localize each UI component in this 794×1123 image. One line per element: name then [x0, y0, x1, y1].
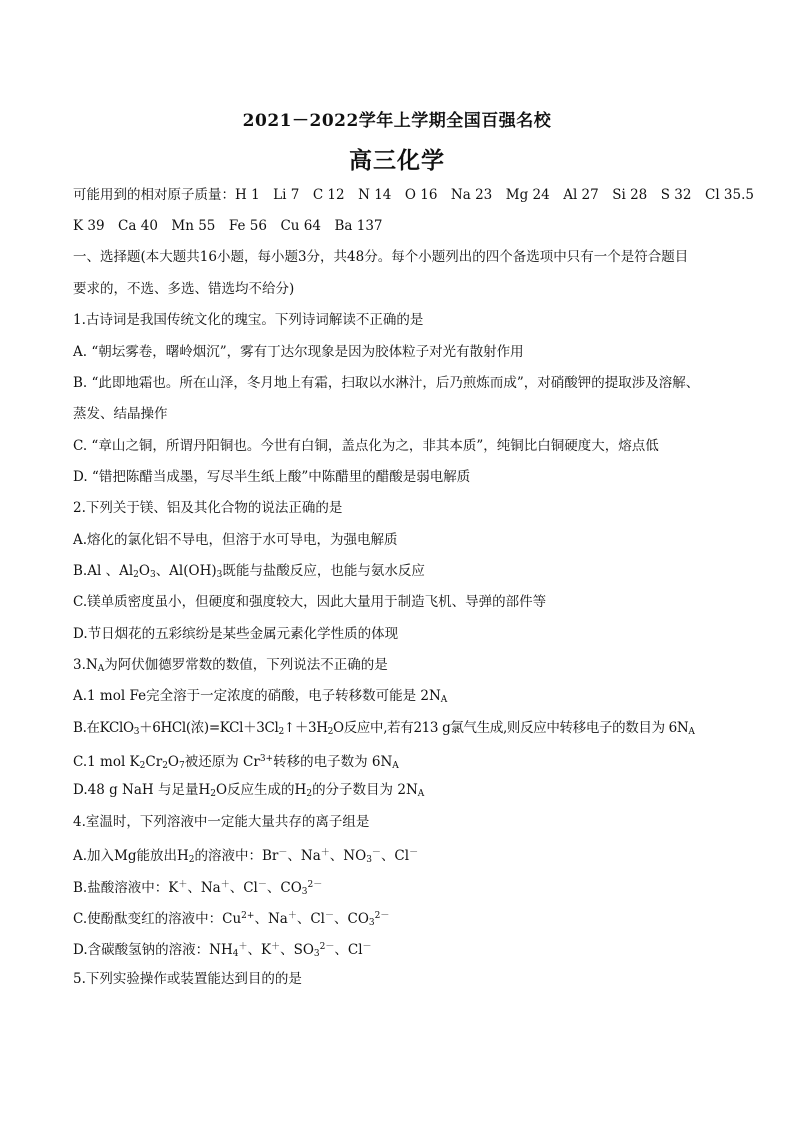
- q1-option-d: D. “错把陈醋当成墨，写尽半生纸上酸”中陈醋里的醋酸是弱电解质: [73, 469, 471, 485]
- text-run: 、CO: [334, 911, 369, 927]
- text-run: 、Na: [254, 911, 288, 927]
- subscript: A: [392, 761, 399, 771]
- q3-stem: [73, 656, 734, 678]
- text-run: 、K: [247, 942, 272, 958]
- text-run: C.1 mol K: [73, 754, 140, 770]
- superscript: ＋: [238, 942, 248, 952]
- subscript: A: [688, 727, 695, 737]
- q1-option-a: A. “朝坛雾卷，曙岭烟沉”，雾有丁达尔现象是因为胶体粒子对光有散射作用: [73, 344, 524, 360]
- subscript: 3: [133, 727, 140, 737]
- text-run: 转移的电子数为 6N: [273, 754, 393, 770]
- text-run: 既能与盐酸反应，也能与氨水反应: [222, 563, 425, 579]
- subscript: 2: [306, 789, 313, 799]
- text-run: O反应生成的H: [215, 782, 307, 798]
- text-run: 为阿伏伽德罗常数的数值，下列说法不正确的是: [104, 657, 388, 673]
- text-run: 、Na: [187, 880, 221, 896]
- text-run: O: [167, 754, 179, 770]
- subscript: 2: [162, 761, 168, 771]
- superscript: ＋: [178, 880, 188, 890]
- subscript: 2: [210, 789, 216, 799]
- text-run: 、Al(OH): [155, 563, 217, 579]
- q2-option-c: C.镁单质密度虽小，但硬度和强度较大，因此大量用于制造飞机、导弹的部件等: [73, 594, 547, 610]
- subscript: 2: [133, 570, 139, 580]
- superscript: －: [325, 911, 335, 921]
- text-run: B.Al 、Al: [73, 563, 134, 579]
- superscript: 2－: [374, 911, 390, 921]
- section-heading-line-2: 要求的，不选、多选、错选均不给分): [73, 281, 295, 297]
- superscript: －: [371, 848, 381, 858]
- atomic-masses-line-1: 可能用到的相对原子质量：H 1 Li 7 C 12 N 14 O 16 Na 23 Mg 24 Al 27 Si 28 S 32 Cl 35.5: [73, 187, 754, 203]
- superscript: －: [278, 848, 288, 858]
- subscript: 4: [232, 949, 239, 959]
- subscript: 3: [301, 887, 308, 897]
- q2-option-d: D.节日烟花的五彩缤纷是某些金属元素化学性质的体现: [73, 626, 399, 642]
- q4-option-b: [73, 876, 734, 901]
- superscript: 2－: [319, 942, 335, 952]
- subscript: A: [97, 664, 105, 674]
- q2-option-a: A.熔化的氯化铝不导电，但溶于水可导电，为强电解质: [73, 532, 398, 548]
- text-run: ＋6HCl(浓)=KCl＋3Cl: [139, 720, 279, 736]
- subscript: 2: [188, 855, 195, 865]
- exam-subject-title: 高三化学: [349, 147, 445, 174]
- superscript: －: [257, 880, 267, 890]
- q3-option-b: [73, 719, 734, 741]
- superscript: －: [409, 848, 419, 858]
- superscript: ＋: [220, 880, 230, 890]
- q3-option-d: [73, 781, 734, 803]
- superscript: －: [362, 942, 372, 952]
- text-run: 、Cl: [229, 880, 258, 896]
- q2-option-b: [73, 562, 734, 584]
- subscript: 2: [278, 727, 284, 737]
- subscript: A: [440, 695, 448, 705]
- text-run: ↑＋3H: [283, 720, 328, 736]
- q1-option-b-line-2: 蒸发、结晶操作: [73, 406, 168, 422]
- text-run: A.加入Mg能放出H: [73, 848, 189, 864]
- subscript: 2: [139, 761, 146, 771]
- text-run: 、Cl: [334, 942, 363, 958]
- text-run: A.1 mol Fe完全溶于一定浓度的硝酸，电子转移数可能是 2N: [73, 688, 441, 704]
- text-run: 的分子数目为 2N: [312, 782, 418, 798]
- q1-stem: 1.古诗词是我国传统文化的瑰宝。下列诗词解读不正确的是: [73, 312, 424, 328]
- q3-option-a: [73, 687, 734, 709]
- q4-stem: 4.室温时，下列溶液中一定能大量共存的离子组是: [73, 814, 370, 830]
- text-run: 、Cl: [380, 848, 410, 864]
- subscript: 3: [216, 570, 223, 580]
- q3-option-c: [73, 750, 734, 775]
- text-run: 、Cl: [296, 911, 325, 927]
- text-run: 被还原为 Cr: [184, 754, 260, 770]
- superscript: ＋: [271, 942, 281, 952]
- text-run: O反应中,若有213 g氯气生成,则反应中转移电子的数目为 6N: [333, 720, 689, 736]
- q4-option-a: [73, 844, 734, 869]
- text-run: 的溶液中：Br: [194, 848, 279, 864]
- superscript: ＋: [320, 848, 330, 858]
- text-run: D.48 g NaH 与足量H: [73, 782, 211, 798]
- text-run: B.在KClO: [73, 720, 134, 736]
- text-run: 、SO: [280, 942, 314, 958]
- q2-stem: 2.下列关于镁、铝及其化合物的说法正确的是: [73, 500, 343, 516]
- subscript: A: [417, 789, 425, 799]
- exam-title: 2021－2022学年上学期全国百强名校: [242, 111, 552, 131]
- text-run: C.使酚酞变红的溶液中：Cu: [73, 911, 242, 927]
- superscript: 3+: [259, 754, 274, 764]
- atomic-masses-line-2: K 39 Ca 40 Mn 55 Fe 56 Cu 64 Ba 137: [73, 218, 383, 234]
- text-run: 3.N: [73, 657, 98, 673]
- text-run: O: [138, 563, 150, 579]
- subscript: 3: [149, 570, 156, 580]
- subscript: 3: [313, 949, 320, 959]
- superscript: ＋: [287, 911, 297, 921]
- subscript: 3: [366, 855, 372, 865]
- text-run: 、NO: [329, 848, 367, 864]
- section-heading-line-1: 一、选择题(本大题共16小题，每小题3分，共48分。每个小题列出的四个备选项中只有一个是符合题目: [73, 249, 689, 265]
- text-run: 、Na: [287, 848, 321, 864]
- q5-stem: 5.下列实验操作或装置能达到目的的是: [73, 971, 302, 987]
- q1-option-b-line-1: B. “此即地霜也。所在山泽，冬月地上有霜，扫取以水淋汁，后乃煎炼而成”，对硝酸钾的提取涉及溶解、: [73, 375, 700, 391]
- subscript: 2: [327, 727, 334, 737]
- q4-option-c: [73, 907, 734, 932]
- superscript: 2－: [307, 880, 323, 890]
- text-run: 、CO: [266, 880, 302, 896]
- subscript: 7: [179, 761, 185, 771]
- text-run: B.盐酸溶液中：K: [73, 880, 179, 896]
- q4-option-d: [73, 938, 734, 963]
- text-run: D.含碳酸氢钠的溶液：NH: [73, 942, 233, 958]
- q1-option-c: C. “章山之铜，所谓丹阳铜也。今世有白铜，盖点化为之，非其本质”，纯铜比白铜硬度大，熔点低: [73, 438, 659, 454]
- superscript: 2+: [241, 911, 255, 921]
- subscript: 3: [368, 918, 375, 928]
- text-run: Cr: [145, 754, 163, 770]
